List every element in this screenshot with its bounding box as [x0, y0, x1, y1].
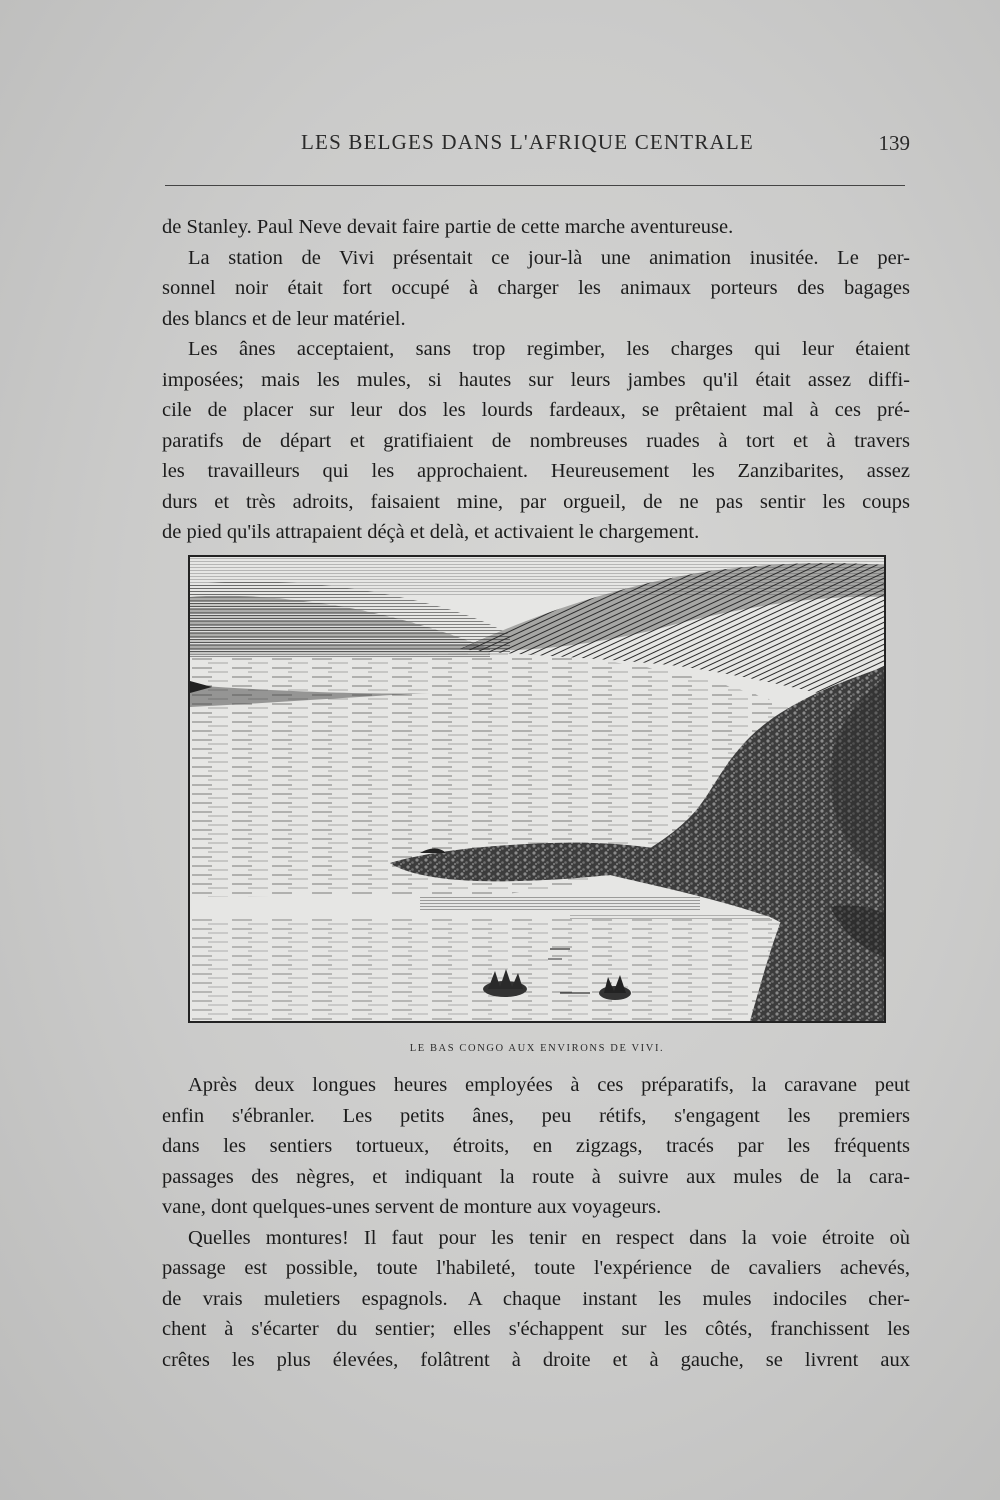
- text-line: passages des nègres, et indiquant la route à suivre aux mules de la cara-: [162, 1165, 910, 1188]
- header-rule: [165, 185, 905, 186]
- text-line: paratifs de départ et gratifiaient de nombreuses ruades à tort et à travers: [162, 429, 910, 452]
- river-landscape-engraving: [190, 557, 884, 1021]
- page-number: 139: [878, 131, 910, 155]
- engraving-illustration: [188, 555, 886, 1023]
- body-text-top: [162, 212, 910, 548]
- text-line: de pied qu'ils attrapaient déçà et delà, et activaient le chargement.: [162, 521, 700, 543]
- paragraph: [162, 243, 910, 335]
- text-line: passage est possible, toute l'habileté, toute l'expérience de cavaliers achevés,: [162, 1257, 910, 1279]
- paragraph: [162, 1070, 910, 1223]
- text-line: les travailleurs qui les approchaient. Heureusement les Zanzibarites, assez: [162, 460, 910, 482]
- text-line: Quelles montures! Il faut pour les tenir en respect dans la voie étroite où: [188, 1226, 910, 1249]
- text-line: de vrais muletiers espagnols. A chaque instant les mules indociles cher-: [162, 1287, 910, 1310]
- running-head: [165, 130, 910, 160]
- text-line: Les ânes acceptaient, sans trop regimber, les charges qui leur étaient: [188, 338, 910, 360]
- text-line: durs et très adroits, faisaient mine, par orgueil, de ne pas sentir les coups: [162, 490, 910, 513]
- text-line: sonnel noir était fort occupé à charger les animaux porteurs des bagages: [162, 277, 910, 299]
- text-line: Après deux longues heures employées à ces préparatifs, la caravane peut: [188, 1074, 910, 1096]
- text-line: chent à s'écarter du sentier; elles s'échappent sur les côtés, franchissent les: [162, 1318, 910, 1340]
- text-line: vane, dont quelques-unes servent de monture aux voyageurs.: [162, 1196, 662, 1218]
- text-line: enfin s'ébranler. Les petits ânes, peu rétifs, s'engagent les premiers: [162, 1104, 910, 1127]
- text-line: crêtes les plus élevées, folâtrent à droite et à gauche, se livrent aux: [162, 1348, 910, 1371]
- paragraph: [162, 1223, 910, 1376]
- figure-caption: LE BAS CONGO AUX ENVIRONS DE VIVI.: [409, 1043, 665, 1054]
- text-line: La station de Vivi présentait ce jour-là une animation inusitée. Le per-: [188, 246, 910, 269]
- paragraph: [162, 334, 910, 548]
- text-line: de Stanley. Paul Neve devait faire partie de cette marche aventureuse.: [162, 216, 734, 238]
- paragraph: [162, 212, 910, 243]
- text-line: dans les sentiers tortueux, étroits, en zigzags, tracés par les fréquents: [162, 1135, 910, 1157]
- text-line: des blancs et de leur matériel.: [162, 307, 406, 330]
- body-text-bottom: [162, 1070, 910, 1375]
- running-title: LES BELGES DANS L'AFRIQUE CENTRALE: [301, 130, 754, 154]
- text-line: cile de placer sur leur dos les lourds fardeaux, se prêtaient mal à ces pré-: [162, 399, 910, 421]
- text-line: imposées; mais les mules, si hautes sur leurs jambes qu'il était assez diffi-: [162, 368, 910, 391]
